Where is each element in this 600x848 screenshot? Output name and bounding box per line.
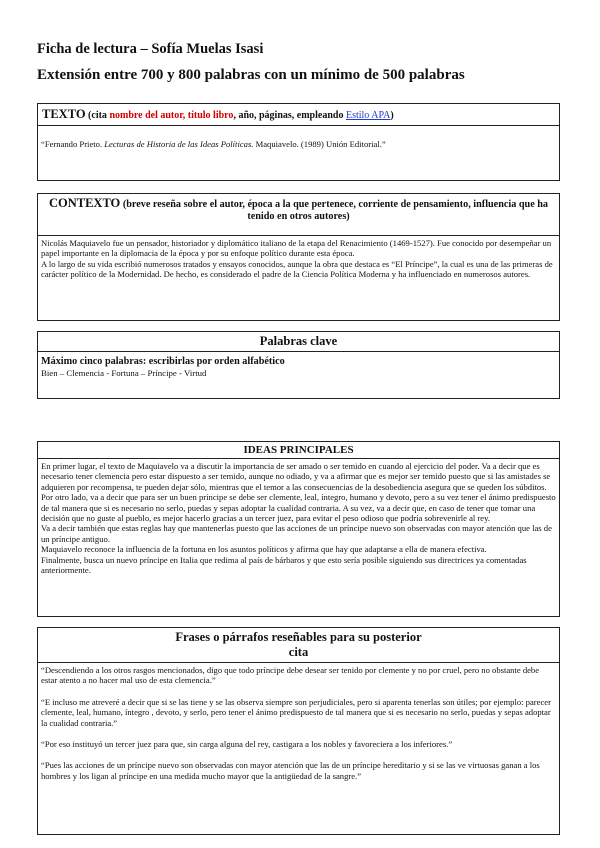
- contexto-subheading: (breve reseña sobre el autor, época a la que pertenece, corriente de pensamiento, influencia que ha tenido en otros autores): [120, 199, 549, 222]
- frases-section: [37, 627, 560, 835]
- citation-title: Lecturas de Historia de las Ideas Políticas.: [104, 139, 254, 149]
- texto-heading: TEXTO: [42, 107, 86, 121]
- ideas-paragraph: Por otro lado, va a decir que para ser un buen príncipe se debe ser clemente, leal, íntegro, humano y devoto, pero a su vez tener el ánimo predispuesto de tal manera que si es necesario no serlo, puedas y sepas adoptar la cualidad contraria. A su vez, va a decir que, en caso de tener que tomar una decisión que no guste al pueblo, es mejor hacerlo gracias a un tercer juez, para evitar el peso odioso que podría sobrevenirle al rey.: [41, 492, 556, 524]
- frases-header: [38, 628, 559, 663]
- quote: “Pues las acciones de un príncipe nuevo son observadas con mayor atención que las de un príncipe hereditario y si se las ve virtuosas ganan a los hombres y los ligan al príncipe en una medida mucho mayor que la antigüedad de la sangre.”: [41, 760, 540, 781]
- keywords-list: Bien – Clemencia - Fortuna – Príncipe - Virtud: [41, 368, 207, 378]
- texto-citation: [38, 126, 559, 149]
- palabras-clave-instruction: Máximo cinco palabras: escribirlas por orden alfabético: [41, 356, 285, 367]
- contexto-body: [38, 236, 559, 282]
- contexto-header: [38, 194, 559, 236]
- apa-style-link[interactable]: Estilo APA: [345, 110, 391, 121]
- page-title: Ficha de lectura – Sofía Muelas Isasi: [37, 41, 264, 57]
- contexto-paragraph: A lo largo de su vida escribió numerosos tratados y ensayos conocidos, aunque la obra que destaca es “El Príncipe”, la cual es una de las primeras de carácter político de la Modernidad. De hecho, es considerado el padre de la Ciencia Política Moderna y ha influenciado en numerosos autores.: [41, 258, 553, 280]
- citation-rest: Maquiavelo. (1989) Unión Editorial.”: [253, 139, 386, 149]
- ideas-paragraph: Maquiavelo reconoce la influencia de la fortuna en los asuntos políticos y afirma que hay que adaptarse a ella de manera efectiva.: [41, 544, 487, 555]
- quote: “E incluso me atreveré a decir que si se las tiene y se las observa siempre son perjudiciales, pero si aparenta tenerlas son útiles; por ejemplo: parecer clemente, leal, humano, íntegro , devoto, y serlo, pero tener el ánimo predispuesto de tal manera que si es necesario no serlo, puedas y sepas adoptar la cualidad contraria.”: [41, 696, 551, 728]
- palabras-clave-heading: Palabras clave: [38, 332, 559, 352]
- ideas-principales-section: [37, 441, 560, 617]
- texto-section: [37, 103, 560, 181]
- contexto-section: [37, 193, 560, 321]
- texto-paren-close: ): [390, 110, 394, 121]
- ideas-paragraph: Finalmente, busca un nuevo príncipe en Italia que redima al país de bárbaros y que esto sería posible siguiendo sus directrices ya comentadas anteriormente.: [41, 554, 527, 576]
- ideas-paragraph: Va a decir también que estas reglas hay que mantenerlas puesto que las acciones de un príncipe nuevo son observadas con mayor atención que las de un príncipe antiguo.: [41, 523, 552, 544]
- texto-header: [38, 104, 559, 126]
- quote: “Por eso instituyó un tercer juez para que, sin carga alguna del rey, castigara a los nobles y favoreciera a los inferiores.”: [41, 739, 453, 750]
- ideas-body: [38, 459, 559, 577]
- frases-body: [38, 663, 559, 794]
- contexto-paragraph: Nicolás Maquiavelo fue un pensador, historiador y diplomático italiano de la etapa del Renacimiento (1469-1527). Fue conocido por desempeñar un papel importante en la diplomacia de la época y por su enfoque político durante esta época.: [41, 238, 552, 259]
- texto-red-instruction: nombre del autor, título libro: [109, 110, 234, 121]
- contexto-heading: CONTEXTO: [48, 196, 121, 210]
- texto-paren-open: (cita: [85, 110, 110, 121]
- ideas-paragraph: En primer lugar, el texto de Maquiavelo va a discutir la importancia de ser amado o ser temido en cuando al ejercicio del poder. Va a decir que es necesario tener clemencia pero estar dispuesto a ser temido, aunque no odiado, y va a afirmar que es mejor ser temido puesto que si las amistades se adquieren por recompensa, te pueden dejar sólo, mientras que el temor a las consecuencias de la desobediencia asegura que se queden los súbditos.: [41, 461, 551, 492]
- frases-heading-line1: Frases o párrafos reseñables para su posterior: [175, 630, 422, 644]
- quote: “Descendiendo a los otros rasgos mencionados, digo que todo príncipe debe desear ser tenido por clemente y no por cruel, pero no obstante debe estar atento a no hacer mal uso de esta clemencia.”: [41, 665, 540, 686]
- texto-instruction: , año, páginas, empleando: [233, 110, 346, 121]
- palabras-clave-section: [37, 331, 560, 399]
- ideas-heading: IDEAS PRINCIPALES: [38, 442, 559, 459]
- page-subtitle: Extensión entre 700 y 800 palabras con un mínimo de 500 palabras: [37, 67, 465, 83]
- citation-author: “Fernando Prieto.: [41, 139, 105, 149]
- frases-heading-line2: cita: [288, 645, 309, 659]
